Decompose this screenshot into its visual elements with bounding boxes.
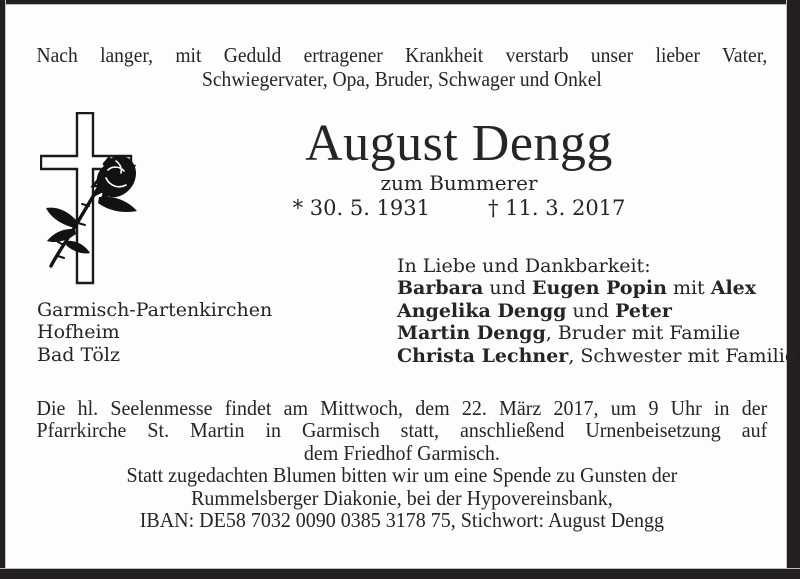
death-date: † 11. 3. 2017 [488, 196, 626, 220]
mourner-line: Christa Lechner, Schwester mit Familie [397, 344, 797, 367]
life-dates [130, 196, 788, 221]
places-list [37, 299, 272, 366]
service-line-5: Rummelsberger Diakonie, bei der Hypovereinsbank, [190, 485, 613, 510]
deceased-header [130, 117, 788, 221]
scan-edge-left-shadow [5, 0, 6, 579]
intro-line-1: Nach langer, mit Geduld ertragener Krankheit verstarb unser lieber Vater, [36, 43, 767, 67]
service-line-1: Die hl. Seelenmesse findet am Mittwoch, dem 22. März 2017, um 9 Uhr in der [36, 396, 767, 420]
mourner-line: Angelika Dengg und Peter [397, 299, 672, 322]
iban-line: IBAN: DE58 7032 0090 0385 3178 75, Stichwort: August Dengg [139, 508, 664, 533]
service-line-4: Statt zugedachten Blumen bitten wir um eine Spende zu Gunsten der [126, 463, 677, 488]
mourner-line: Martin Dengg, Bruder mit Familie [397, 322, 741, 345]
cross-with-rose-image [40, 112, 139, 290]
birth-date: * 30. 5. 1931 [292, 196, 430, 220]
service-line-3: dem Friedhof Garmisch. [303, 440, 500, 465]
intro-paragraph [36, 44, 767, 91]
deceased-house-name: zum Bummerer [380, 171, 538, 195]
cross-icon [40, 112, 139, 285]
service-line-2: Pfarrkirche St. Martin in Garmisch statt, anschließend Urnenbeisetzung auf [36, 418, 767, 443]
deceased-name: August Dengg [305, 115, 613, 172]
place-item: Hofheim [37, 321, 120, 344]
mourners-list [397, 255, 797, 367]
scan-edge-bottom [0, 569, 800, 579]
intro-line-2: Schwiegervater, Opa, Bruder, Schwager und Onkel [201, 66, 602, 91]
scan-edge-bottom-shadow [0, 568, 800, 569]
mourners-heading: In Liebe und Dankbarkeit: [397, 255, 651, 277]
place-item: Garmisch-Partenkirchen [37, 299, 273, 321]
scan-edge-top-shadow [0, 4, 800, 5]
service-paragraph [36, 397, 767, 531]
scan-edge-right-shadow [786, 0, 787, 579]
place-item: Bad Tölz [37, 343, 120, 366]
scan-edge-right [787, 0, 800, 579]
mourner-line: Barbara und Eugen Popin mit Alex [397, 277, 757, 300]
